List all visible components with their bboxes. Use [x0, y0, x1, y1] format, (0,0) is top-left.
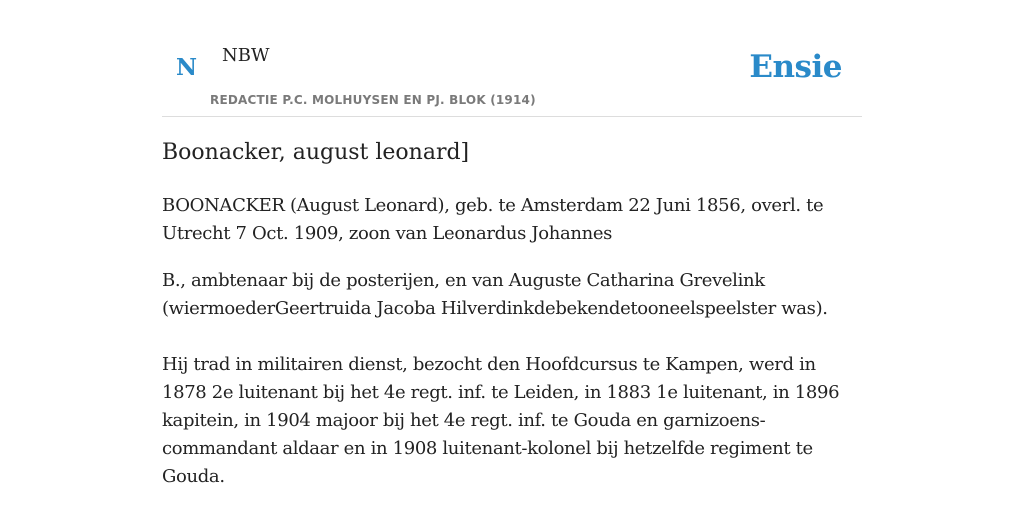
source-editors: REDACTIE P.C. MOLHUYSEN EN PJ. BLOK (1914)	[210, 93, 536, 107]
ensie-home-link[interactable]: Ensie	[749, 49, 842, 85]
article-paragraph: BOONACKER (August Leonard), geb. te Amsterdam 22 Juni 1856, overl. te Utrecht 7 Oct. 1909, zoon van Leonardus Johannes	[162, 195, 824, 244]
page-container	[162, 0, 862, 487]
article-paragraph: Hij trad in militairen dienst, bezocht den Hoofdcursus te Kampen, werd in 1878 2e luitenant bij het 4e regt. inf. te Leiden, in 1883 1e luitenant, in 1896 kapitein, in 1904 majoor bij het 4e regt. inf. te Gouda en garnizoens-commandant aldaar en in 1908 luitenant-kolonel bij hetzelfde regiment te Gouda.	[162, 354, 840, 487]
page-header	[162, 0, 862, 117]
article-paragraph: B., ambtenaar bij de posterijen, en van Auguste Catharina Grevelink (wiermoederGeertruida Jacoba Hilverdinkdebekendetooneelspeelster was).	[162, 270, 828, 319]
source-name[interactable]: NBW	[222, 45, 270, 66]
source-logo-icon[interactable]: N	[176, 54, 198, 81]
article-title: Boonacker, august leonard]	[162, 140, 470, 165]
